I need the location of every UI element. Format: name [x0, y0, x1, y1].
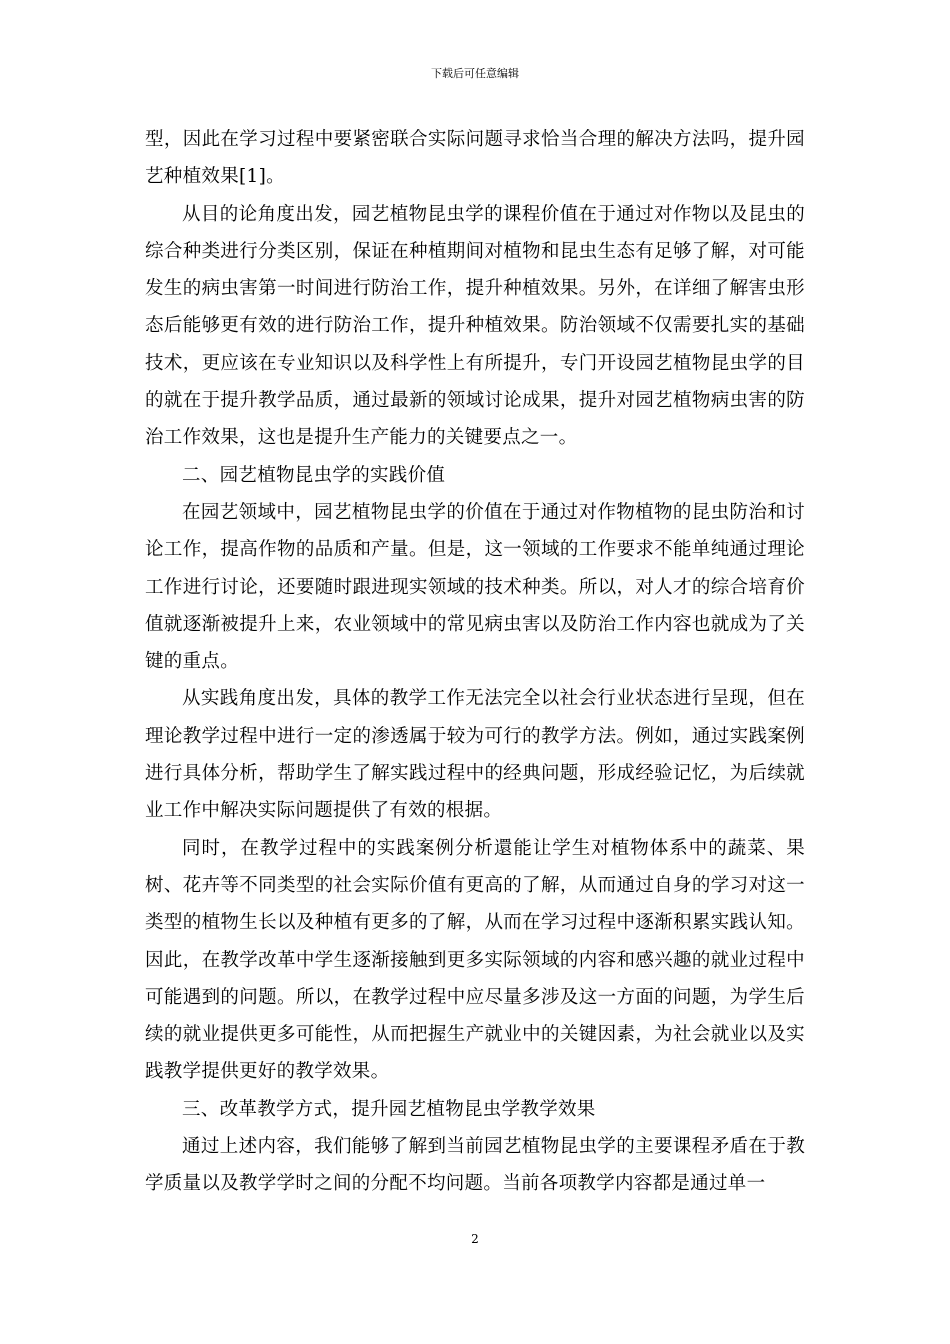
paragraph-practice-angle: 从实践角度出发，具体的教学工作无法完全以社会行业状态进行呈现，但在理论教学过程中进行一定的渗透属于较为可行的教学方法。例如，通过实践案例进行具体分析，帮助学生了解实践过程中的经典问题，形成经验记忆，为后续就业工作中解决实际问题提供了有效的根据。 — [145, 688, 805, 822]
paragraph-conclusion-start: 通过上述内容，我们能够了解到当前园艺植物昆虫学的主要课程矛盾在于教学质量以及教学学时之间的分配不均问题。当前各项教学内容都是通过单一 — [145, 1136, 805, 1195]
section-heading-3: 三、改革教学方式，提升园艺植物昆虫学教学效果 — [182, 1098, 596, 1120]
page-number: 2 — [471, 1232, 479, 1246]
paragraph-case-analysis: 同时，在教学过程中的实践案例分析還能让学生对植物体系中的蔬菜、果树、花卉等不同类型的社会实际价值有更高的了解，从而通过自身的学习对这一类型的植物生长以及种植有更多的了解，从而在学习过程中逐渐积累实践认知。因此，在教学改革中学生逐渐接触到更多实际领域的内容和感兴趣的就业过程中可能遇到的问题。所以，在教学过程中应尽量多涉及这一方面的问题，为学生后续的就业提供更多可能性，从而把握生产就业中的关键因素，为社会就业以及实践教学提供更好的教学效果。 — [145, 837, 805, 1083]
section-heading-2: 二、园艺植物昆虫学的实践价值 — [182, 464, 446, 486]
paragraph-teleology: 从目的论角度出发，园艺植物昆虫学的课程价值在于通过对作物以及昆虫的综合种类进行分类区别，保证在种植期间对植物和昆虫生态有足够了解，对可能发生的病虫害第一时间进行防治工作，提升种植效果。另外，在详细了解害虫形态后能够更有效的进行防治工作，提升种植效果。防治领域不仅需要扎实的基础技术，更应该在专业知识以及科学性上有所提升，专门开设园艺植物昆虫学的目的就在于提升教学品质，通过最新的领域讨论成果，提升对园艺植物病虫害的防治工作效果，这也是提升生产能力的关键要点之一。 — [145, 203, 805, 449]
paragraph-horticulture-field: 在园艺领域中，园艺植物昆虫学的价值在于通过对作物植物的昆虫防治和讨论工作，提高作物的品质和产量。但是，这一领域的工作要求不能单纯通过理论工作进行讨论，还要随时跟进现实领域的技术种类。所以，对人才的综合培育价值就逐渐被提升上来，农业领域中的常见病虫害以及防治工作内容也就成为了关键的重点。 — [145, 501, 805, 673]
paragraph-continuation: 型，因此在学习过程中要紧密联合实际问题寻求恰当合理的解决方法吗，提升园艺种植效果[1]。 — [145, 129, 805, 188]
document-body — [145, 121, 805, 1203]
page-header-note: 下载后可任意编辑 — [431, 67, 519, 80]
